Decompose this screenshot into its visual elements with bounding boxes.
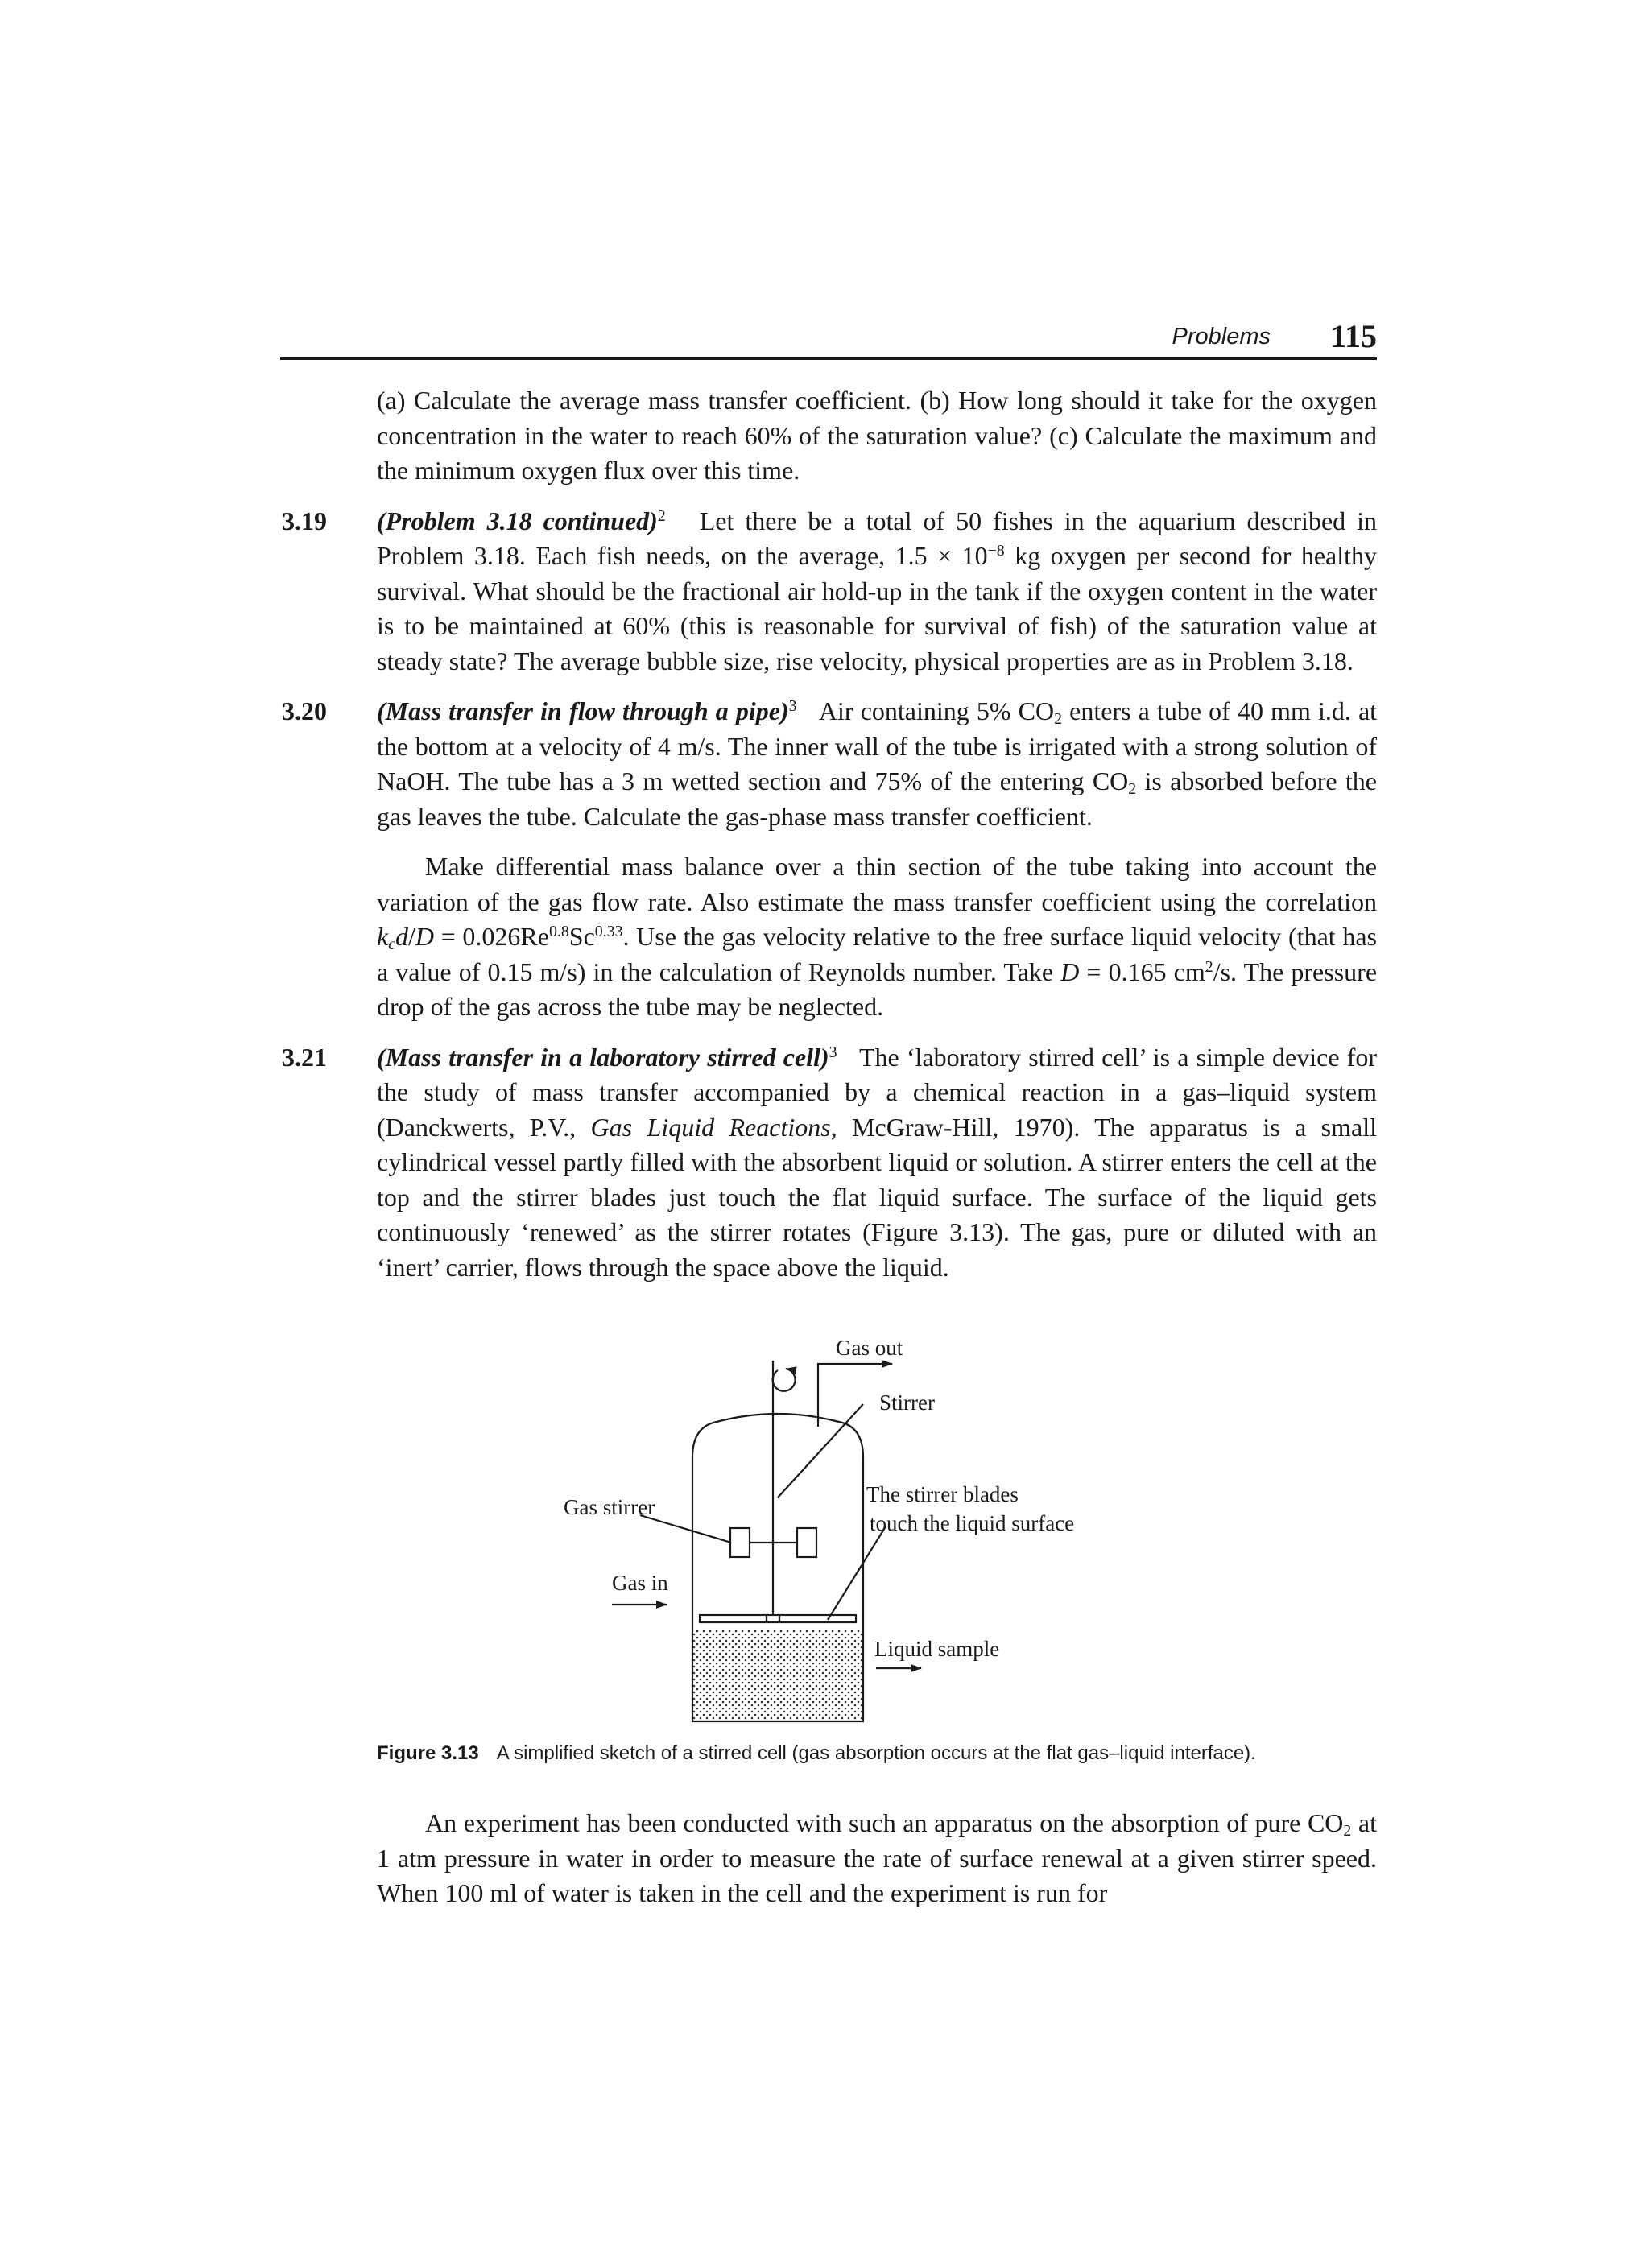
reference-mark: 2: [657, 506, 666, 525]
reference-mark: 3: [829, 1043, 837, 1061]
experiment-paragraph: [377, 1806, 1377, 1911]
figure-stirred-cell: [531, 1336, 1143, 1723]
problem-text: , McGraw-Hill, 1970). The apparatus is a small cylindrical vessel partly filled with the absorbent liquid or solution. A stirrer enters the cell at the top and the stirrer blades just touch the flat liquid surface. The surface of the liquid gets continuously ‘renewed’ as the stirrer rotates (Figure 3.13). The gas, pure or diluted with an ‘inert’ carrier, flows through the space above the liquid.: [377, 1112, 1377, 1282]
page-number: 115: [1330, 318, 1377, 354]
label-blades-2: touch the liquid surface: [870, 1511, 1075, 1535]
paragraph-text: . Use the gas velocity relative to the free surface liquid velocity (that has a value of 0.15 m/s) in the calculation of Reynolds number. Take: [377, 922, 1378, 986]
subscript: 2: [1128, 779, 1137, 798]
book-title: Gas Liquid Reactions: [590, 1112, 831, 1142]
exponent: 2: [1205, 957, 1213, 976]
stirrer-blades: [700, 1615, 856, 1622]
rotation-arrow-icon: [773, 1369, 796, 1391]
symbol-D: D: [415, 922, 435, 951]
symbol-D: D: [1060, 956, 1080, 986]
label-gas-in: Gas in: [612, 1571, 668, 1595]
gas-stirrer-paddle-left: [730, 1528, 750, 1557]
problem-number: 3.20: [282, 696, 327, 725]
problem-text: is absorbed before the gas leaves the tube. Calculate the gas-phase mass transfer coefficient.: [377, 766, 1378, 831]
problem-title: (Mass transfer in flow through a pipe): [377, 696, 789, 725]
label-blades-1: The stirrer blades: [866, 1482, 1019, 1506]
exponent: 0.33: [594, 923, 623, 941]
header-rule: [280, 357, 1377, 360]
exponent: 0.8: [548, 923, 569, 941]
problem-3-18-continuation: (a) Calculate the average mass transfer coefficient. (b) How long should it take for the oxygen concentration in the water to reach 60% of the saturation value? (c) Calculate the maximum and the minimum oxygen flux over this time.: [377, 386, 1377, 485]
problem-title: (Mass transfer in a laboratory stirred cell): [377, 1042, 829, 1072]
label-liquid-sample: Liquid sample: [874, 1637, 1000, 1661]
figure-caption: [377, 1742, 1377, 1765]
caption-label: Figure 3.13: [377, 1742, 479, 1764]
subscript: 2: [1054, 709, 1063, 728]
problem-text: The ‘laboratory stirred cell’ is a simple device for the study of mass transfer accompanied by a chemical reaction in a gas–liquid system (Danckwerts, P.V.,: [377, 1042, 1378, 1142]
symbol-k: k: [377, 922, 389, 951]
blades-leader: [828, 1526, 886, 1620]
problem-text: Let there be a total of 50 fishes in the aquarium described in Problem 3.18. Each fish needs, on the average, 1.5 × 10: [377, 506, 1378, 570]
caption-text: A simplified sketch of a stirred cell (gas absorption occurs at the flat gas–liquid interface).: [496, 1742, 1256, 1764]
paragraph-text: Make differential mass balance over a thin section of the tube taking into account the variation of the gas flow rate. Also estimate the mass transfer coefficient using the correlation: [377, 852, 1377, 916]
label-stirrer: Stirrer: [879, 1390, 935, 1415]
problem-3-21: [282, 1040, 1378, 1286]
paragraph-text: = 0.165 cm: [1079, 956, 1205, 986]
problem-text: enters a tube of 40 mm i.d. at the bottom at a velocity of 4 m/s. The inner wall of the tube is irrigated with a strong solution of NaOH. The tube has a 3 m wetted section and 75% of the entering CO: [377, 696, 1378, 795]
problem-text: Air containing 5% CO: [818, 696, 1055, 725]
running-title: Problems: [1172, 324, 1271, 349]
text-block-top: [282, 383, 1378, 1285]
problem-text: kg oxygen per second for healthy survival. What should be the fractional air hold-up in the tank if the oxygen content in the water is to be maintained at 60% (this is reasonable for survival of fish) of the saturation value at steady state? The average bubble size, rise velocity, physical properties are as in Problem 3.18.: [377, 541, 1378, 675]
exponent: −8: [987, 542, 1005, 560]
label-gas-out: Gas out: [836, 1336, 903, 1360]
subscript: 2: [1343, 1821, 1352, 1840]
symbol-d: d: [395, 922, 409, 951]
text-block-bottom: [377, 1806, 1377, 1911]
page-header: [280, 319, 1377, 357]
subscript: c: [388, 935, 396, 953]
problem-number: 3.21: [282, 1042, 327, 1072]
problem-title: (Problem 3.18 continued): [377, 506, 658, 535]
liquid-sample: [693, 1630, 862, 1721]
paragraph-text: An experiment has been conducted with such an apparatus on the absorption of pure CO: [425, 1808, 1344, 1837]
gas-stirrer-paddle-right: [797, 1528, 816, 1557]
label-gas-stirrer: Gas stirrer: [564, 1495, 655, 1519]
paragraph-text: = 0.026Re: [434, 922, 549, 951]
problem-3-20: [282, 694, 1378, 834]
problem-3-20-part-2: [377, 849, 1377, 1025]
paragraph-text: Sc: [568, 922, 595, 951]
slash: /: [408, 922, 415, 951]
problem-3-19: [282, 504, 1378, 680]
paragraph-text: at 1 atm pressure in water in order to measure the rate of surface renewal at a given stirrer speed. When 100 ml of water is taken in the cell and the experiment is run for: [377, 1808, 1378, 1907]
reference-mark: 3: [788, 697, 797, 716]
problem-number: 3.19: [282, 506, 327, 535]
paragraph-text: /s. The pressure drop of the gas across the tube may be neglected.: [377, 956, 1378, 1021]
